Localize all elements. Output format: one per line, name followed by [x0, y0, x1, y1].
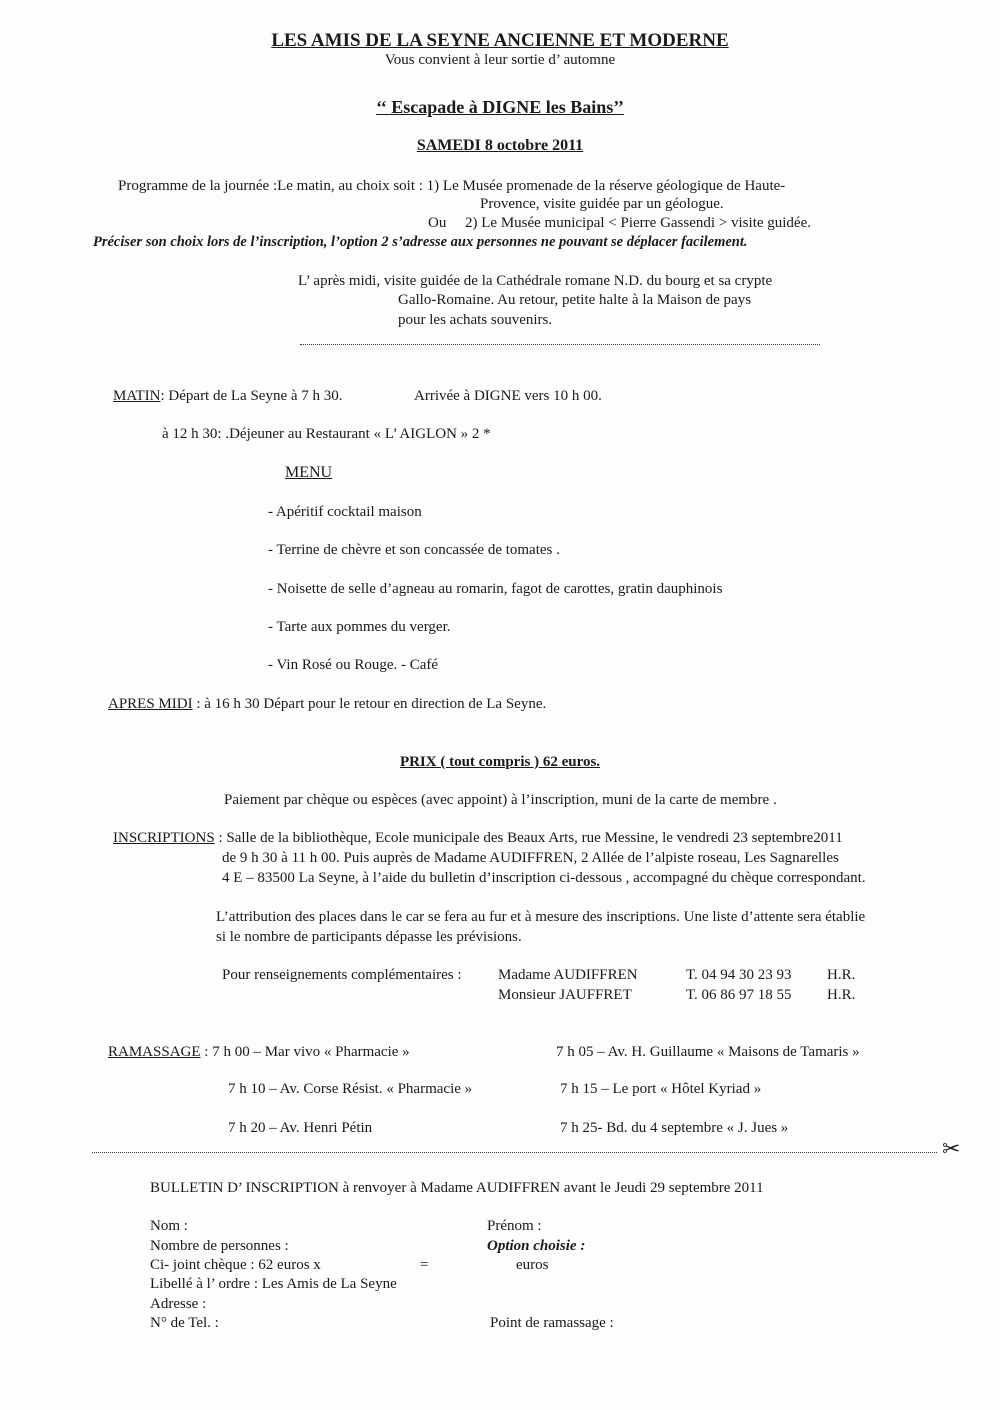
libelle-field: Libellé à l’ ordre : Les Amis de La Seyne: [150, 1276, 397, 1292]
ramassage-row: [108, 1044, 410, 1061]
organization-title: LES AMIS DE LA SEYNE ANCIENNE ET MODERNE: [271, 30, 729, 51]
contact-hours: H.R.: [827, 987, 856, 1003]
pickup-stop: 7 h 25- Bd. du 4 septembre « J. Jues »: [560, 1120, 789, 1136]
pickup-stop: 7 h 20 – Av. Henri Pétin: [228, 1120, 373, 1136]
pickup-stop: 7 h 05 – Av. H. Guillaume « Maisons de Tamaris »: [556, 1044, 860, 1060]
matin-departure: : Départ de La Seyne à 7 h 30.: [160, 388, 343, 404]
arrival-time: Arrivée à DIGNE vers 10 h 00.: [414, 388, 602, 404]
inscriptions-line-3: 4 E – 83500 La Seyne, à l’aide du bulletin d’inscription ci-dessous , accompagné du chèque correspondant.: [222, 870, 866, 886]
programme-line-1: Programme de la journée :Le matin, au choix soit : 1) Le Musée promenade de la réserve géologique de Haute-: [118, 178, 786, 194]
euros-unit: euros: [516, 1257, 549, 1273]
contact-phone: T. 06 86 97 18 55: [686, 987, 792, 1003]
separator-dotted: [300, 344, 820, 345]
afternoon-line-3: pour les achats souvenirs.: [398, 312, 553, 328]
programme-line-3: 2) Le Musée municipal < Pierre Gassendi > visite guidée.: [465, 215, 811, 231]
pickup-stop: 7 h 10 – Av. Corse Résist. « Pharmacie »: [228, 1081, 473, 1097]
point-ramassage-field: Point de ramassage :: [490, 1315, 614, 1331]
attribution-line-2: si le nombre de participants dépasse les prévisions.: [216, 929, 522, 945]
lunch-line: à 12 h 30: .Déjeuner au Restaurant « L’ AIGLON » 2 *: [162, 426, 491, 442]
contact-name: Monsieur JAUFFRET: [498, 987, 632, 1003]
trip-title: ‘‘ Escapade à DIGNE les Bains’’: [376, 97, 624, 117]
pickup-stop: 7 h 15 – Le port « Hôtel Kyriad »: [560, 1081, 762, 1097]
menu-item: - Vin Rosé ou Rouge. - Café: [268, 657, 439, 673]
apres-midi-row: [108, 696, 546, 713]
afternoon-line-2: Gallo-Romaine. Au retour, petite halte à la Maison de pays: [398, 292, 752, 308]
inscriptions-row: [113, 830, 843, 847]
adresse-field: Adresse :: [150, 1296, 207, 1312]
contact-name: Madame AUDIFFREN: [498, 967, 638, 983]
contact-phone: T. 04 94 30 23 93: [686, 967, 792, 983]
cut-line: [92, 1152, 937, 1153]
nom-field: Nom :: [150, 1218, 188, 1234]
programme-or: Ou: [428, 215, 447, 231]
telephone-field: N° de Tel. :: [150, 1315, 219, 1331]
equals-sign: =: [420, 1257, 429, 1273]
programme-line-2: Provence, visite guidée par un géologue.: [480, 196, 724, 212]
bulletin-title: BULLETIN D’ INSCRIPTION à renvoyer à Madame AUDIFFREN avant le Jeudi 29 septembre 2011: [150, 1180, 764, 1196]
afternoon-line-1: L’ après midi, visite guidée de la Cathédrale romane N.D. du bourg et sa crypte: [298, 273, 773, 289]
nombre-personnes-field: Nombre de personnes :: [150, 1238, 289, 1254]
apres-midi-label: APRES MIDI: [108, 696, 193, 712]
menu-item: - Noisette de selle d’agneau au romarin, fagot de carottes, gratin dauphinois: [268, 581, 723, 597]
inscriptions-line-2: de 9 h 30 à 11 h 00. Puis auprès de Madame AUDIFFREN, 2 Allée de l’alpiste roseau, Les Sagnarelles: [222, 850, 839, 866]
inscriptions-label: INSCRIPTIONS: [113, 830, 215, 846]
contact-hours: H.R.: [827, 967, 856, 983]
inscriptions-line-1: : Salle de la bibliothèque, Ecole municipale des Beaux Arts, rue Messine, le vendredi 23 septembre2011: [218, 830, 843, 846]
matin-label: MATIN: [113, 388, 161, 404]
scissors-icon: ✂: [942, 1136, 961, 1161]
prenom-field: Prénom :: [487, 1218, 542, 1234]
matin-row: [113, 388, 343, 405]
menu-item: - Apéritif cocktail maison: [268, 504, 422, 520]
option-field: Option choisie :: [487, 1238, 586, 1254]
attribution-line-1: L’attribution des places dans le car se fera au fur et à mesure des inscriptions. Une liste d’attente sera établie: [216, 909, 866, 925]
payment-line: Paiement par chèque ou espèces (avec appoint) à l’inscription, muni de la carte de membre .: [224, 792, 777, 808]
programme-note: Préciser son choix lors de l’inscription, l’option 2 s’adresse aux personnes ne pouvant se déplacer facilement.: [93, 234, 748, 250]
pickup-stop: : 7 h 00 – Mar vivo « Pharmacie »: [204, 1044, 410, 1060]
menu-title: MENU: [285, 464, 333, 481]
menu-item: - Terrine de chèvre et son concassée de tomates .: [268, 542, 560, 558]
menu-item: - Tarte aux pommes du verger.: [268, 619, 451, 635]
trip-date: SAMEDI 8 octobre 2011: [416, 137, 584, 154]
ramassage-label: RAMASSAGE: [108, 1044, 201, 1060]
price-title: PRIX ( tout compris ) 62 euros.: [399, 754, 601, 770]
apres-midi-text: : à 16 h 30 Départ pour le retour en direction de La Seyne.: [196, 696, 547, 712]
info-label: Pour renseignements complémentaires :: [222, 967, 462, 983]
cheque-field: Ci- joint chèque : 62 euros x: [150, 1257, 321, 1273]
invitation-line: Vous convient à leur sortie d’ automne: [384, 52, 616, 68]
